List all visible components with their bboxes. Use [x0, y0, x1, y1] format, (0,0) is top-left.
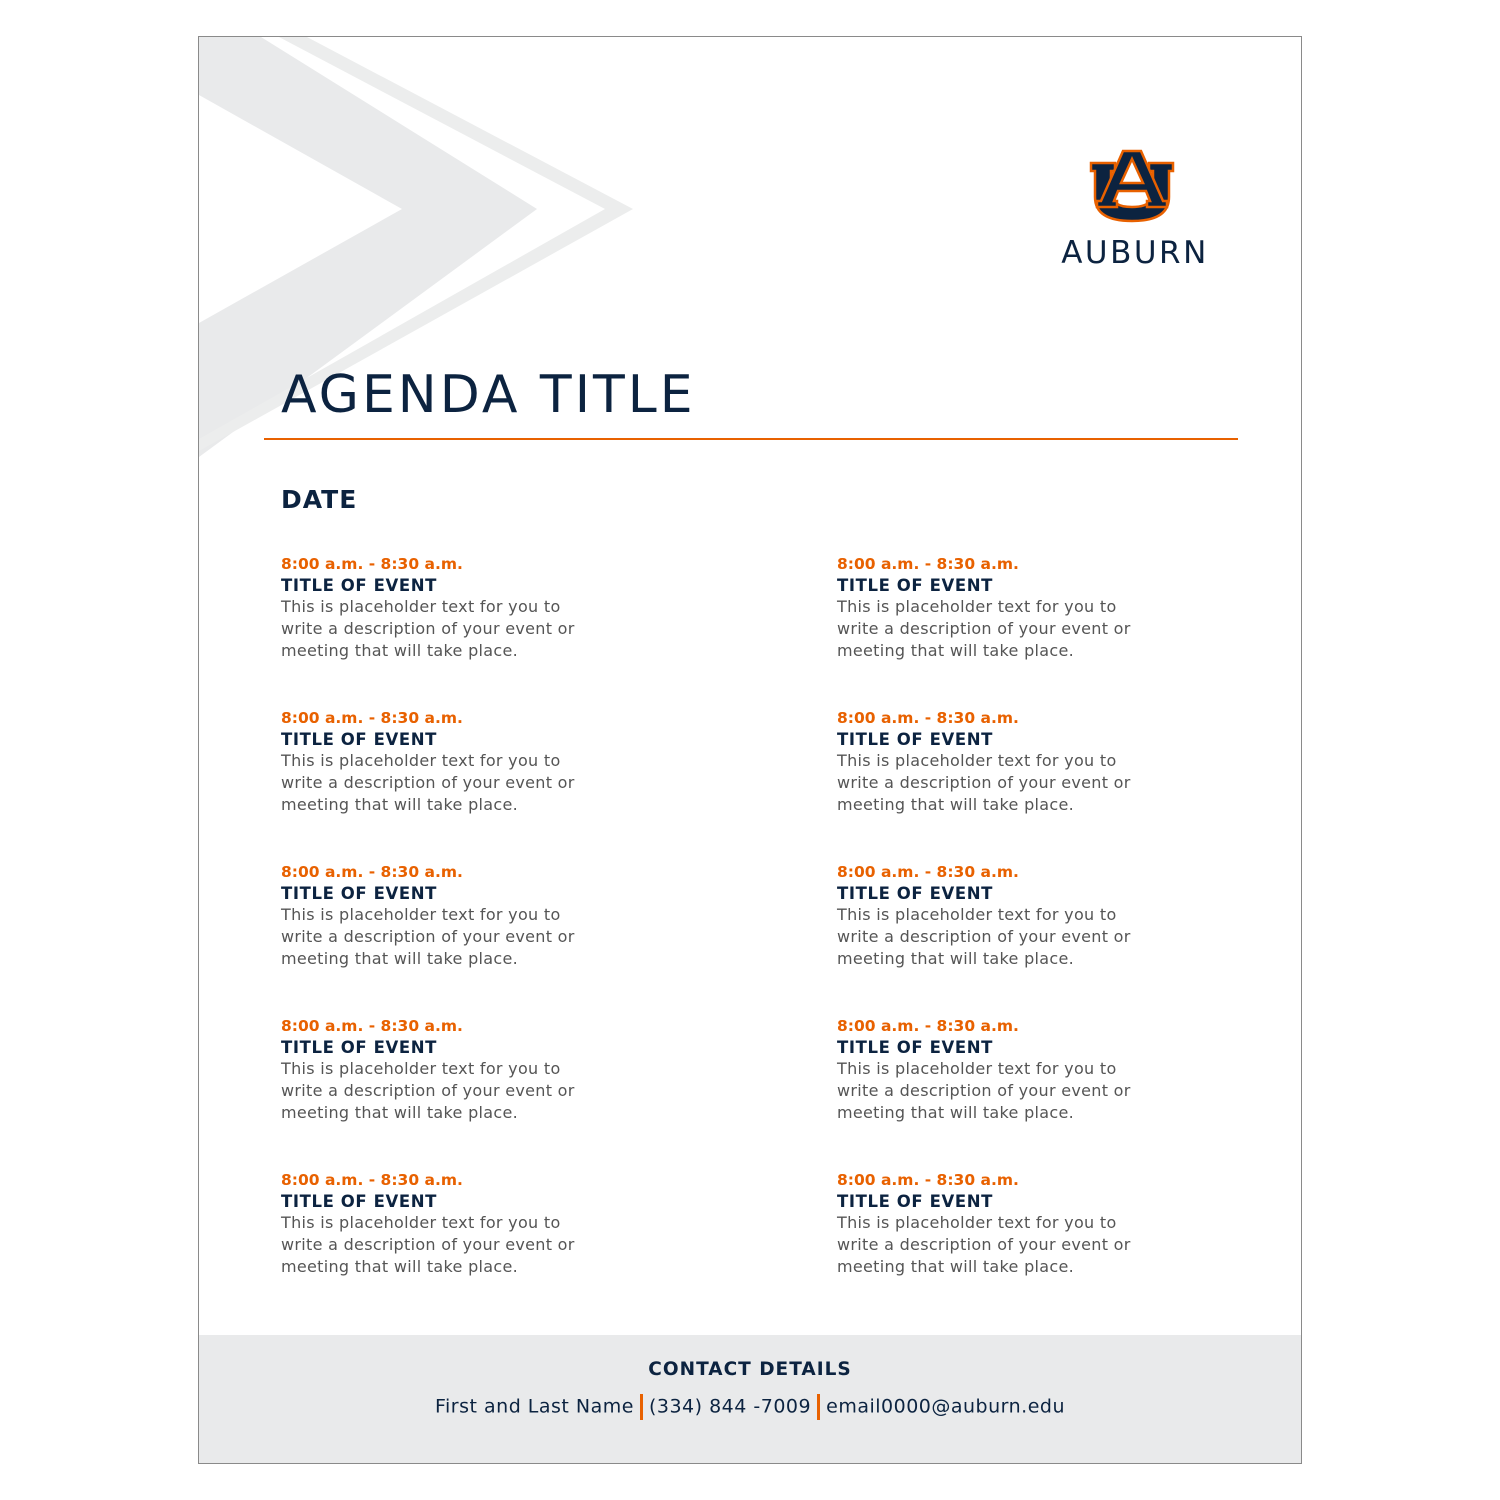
- title-divider: [264, 438, 1238, 440]
- auburn-logo: [1045, 149, 1225, 279]
- event-title: TITLE OF EVENT: [281, 730, 437, 749]
- event-title: TITLE OF EVENT: [837, 1192, 993, 1211]
- contact-footer: [199, 1335, 1301, 1463]
- contact-heading: CONTACT DETAILS: [648, 1359, 852, 1380]
- event-time: 8:00 a.m. - 8:30 a.m.: [837, 1017, 1019, 1035]
- event-title: TITLE OF EVENT: [837, 576, 993, 595]
- event-time: 8:00 a.m. - 8:30 a.m.: [837, 555, 1019, 573]
- event-title: TITLE OF EVENT: [837, 884, 993, 903]
- event-description: This is placeholder text for you to write a description of your event or meeting that will take place.: [837, 597, 1131, 660]
- event-description: This is placeholder text for you to write a description of your event or meeting that will take place.: [837, 1059, 1131, 1122]
- event-item: [281, 1170, 701, 1324]
- event-time: 8:00 a.m. - 8:30 a.m.: [281, 555, 463, 573]
- event-description: This is placeholder text for you to write a description of your event or meeting that will take place.: [281, 1213, 575, 1276]
- event-title: TITLE OF EVENT: [281, 1192, 437, 1211]
- agenda-date: DATE: [281, 485, 358, 514]
- event-time: 8:00 a.m. - 8:30 a.m.: [837, 863, 1019, 881]
- contact-email: email0000@auburn.edu: [826, 1395, 1066, 1418]
- contact-separator: [817, 1394, 820, 1420]
- event-description: This is placeholder text for you to write a description of your event or meeting that will take place.: [281, 905, 575, 968]
- event-time: 8:00 a.m. - 8:30 a.m.: [281, 709, 463, 727]
- agenda-title: AGENDA TITLE: [281, 365, 696, 425]
- event-item: [837, 1016, 1257, 1170]
- contact-separator: [640, 1394, 643, 1420]
- event-item: [837, 1170, 1257, 1324]
- event-time: 8:00 a.m. - 8:30 a.m.: [837, 1171, 1019, 1189]
- event-title: TITLE OF EVENT: [281, 576, 437, 595]
- event-item: [281, 862, 701, 1016]
- event-description: This is placeholder text for you to write a description of your event or meeting that will take place.: [281, 1059, 575, 1122]
- event-title: TITLE OF EVENT: [281, 1038, 437, 1057]
- event-title: TITLE OF EVENT: [837, 730, 993, 749]
- contact-phone: (334) 844 -7009: [648, 1395, 812, 1418]
- event-description: This is placeholder text for you to write a description of your event or meeting that will take place.: [837, 1213, 1131, 1276]
- events-column-left: [281, 554, 701, 1324]
- event-title: TITLE OF EVENT: [837, 1038, 993, 1057]
- contact-line: [199, 1394, 1301, 1420]
- event-title: TITLE OF EVENT: [281, 884, 437, 903]
- event-time: 8:00 a.m. - 8:30 a.m.: [281, 863, 463, 881]
- contact-name: First and Last Name: [434, 1395, 634, 1418]
- event-time: 8:00 a.m. - 8:30 a.m.: [281, 1017, 463, 1035]
- event-description: This is placeholder text for you to write a description of your event or meeting that will take place.: [837, 751, 1131, 814]
- event-item: [281, 1016, 701, 1170]
- event-time: 8:00 a.m. - 8:30 a.m.: [281, 1171, 463, 1189]
- event-item: [837, 862, 1257, 1016]
- event-item: [837, 708, 1257, 862]
- event-item: [281, 554, 701, 708]
- event-description: This is placeholder text for you to write a description of your event or meeting that will take place.: [281, 751, 575, 814]
- au-monogram-icon: [1089, 149, 1175, 225]
- event-description: This is placeholder text for you to write a description of your event or meeting that will take place.: [837, 905, 1131, 968]
- events-column-right: [837, 554, 1257, 1324]
- agenda-sheet: [198, 36, 1302, 1464]
- event-item: [837, 554, 1257, 708]
- logo-wordmark: AUBURN: [1061, 235, 1209, 271]
- event-time: 8:00 a.m. - 8:30 a.m.: [837, 709, 1019, 727]
- event-item: [281, 708, 701, 862]
- event-description: This is placeholder text for you to write a description of your event or meeting that will take place.: [281, 597, 575, 660]
